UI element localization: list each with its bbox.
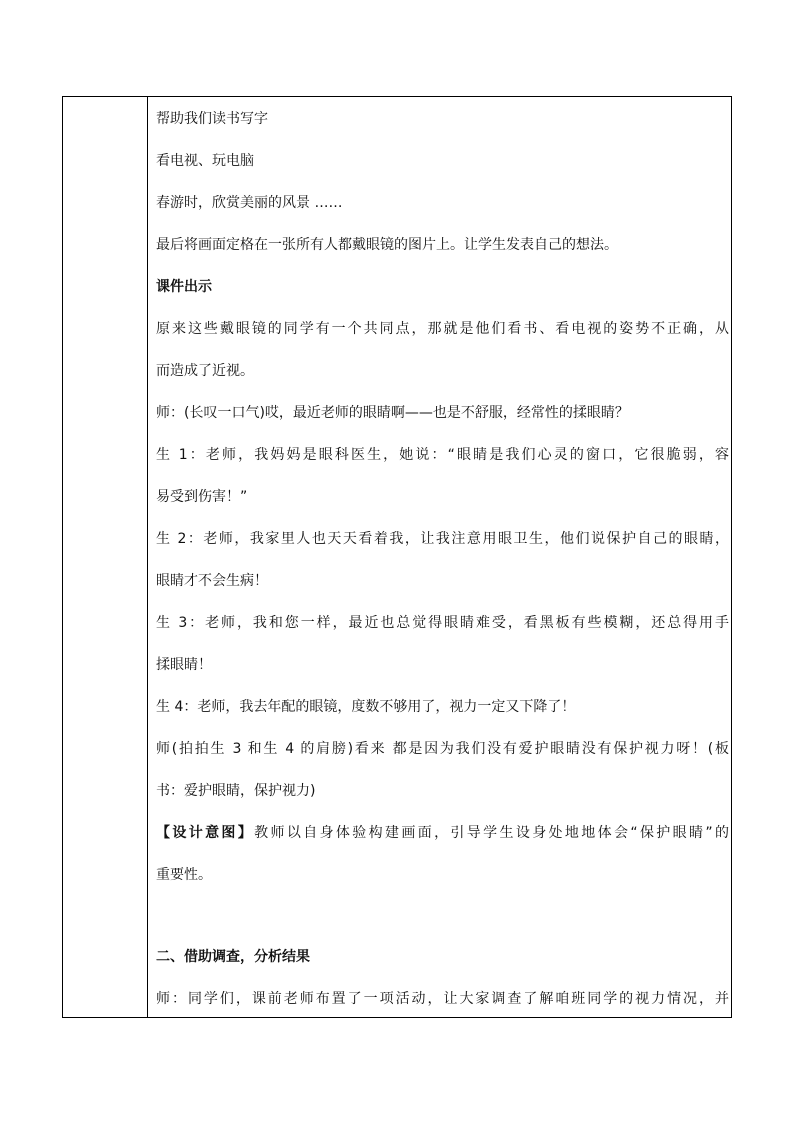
text-line: 生 1：老师，我妈妈是眼科医生，她说：“眼睛是我们心灵的窗口，它很脆弱，容 xyxy=(156,447,729,463)
design-intent-line xyxy=(156,823,729,843)
text-line: 重要性。 xyxy=(156,867,212,883)
text-line: 帮助我们读书写字 xyxy=(156,111,268,127)
text-line: 师(拍拍生 3 和生 4 的肩膀)看来 都是因为我们没有爱护眼睛没有保护视力呀！(板 xyxy=(156,741,729,757)
text-line: 春游时，欣赏美丽的风景 …… xyxy=(156,195,343,211)
section-heading: 二、借助调查，分析结果 xyxy=(156,949,310,965)
text-line: 易受到伤害！” xyxy=(156,489,248,505)
text-line: 师：(长叹一口气)哎，最近老师的眼睛啊——也是不舒服，经常性的揉眼睛？ xyxy=(156,405,629,421)
text-line: 生 4：老师，我去年配的眼镜，度数不够用了，视力一定又下降了！ xyxy=(156,699,576,715)
text-line: 师：同学们，课前老师布置了一项活动，让大家调查了解咱班同学的视力情况，并 xyxy=(156,991,729,1007)
column-divider xyxy=(147,97,148,1017)
text-line: 而造成了近视。 xyxy=(156,363,254,379)
text-line: 生 3：老师，我和您一样，最近也总觉得眼睛难受，看黑板有些模糊，还总得用手 xyxy=(156,615,729,631)
section-heading: 课件出示 xyxy=(156,279,212,295)
text-line: 看电视、玩电脑 xyxy=(156,153,254,169)
text-line: 眼睛才不会生病！ xyxy=(156,573,268,589)
design-intent-label: 【设计意图】 xyxy=(156,825,255,841)
text-line: 书：爱护眼睛，保护视力) xyxy=(156,783,316,799)
text-line: 最后将画面定格在一张所有人都戴眼镜的图片上。让学生发表自己的想法。 xyxy=(156,237,618,253)
lesson-table xyxy=(62,96,732,1018)
text-line: 揉眼睛！ xyxy=(156,657,212,673)
text-line: 生 2：老师，我家里人也天天看着我，让我注意用眼卫生，他们说保护自己的眼睛， xyxy=(156,531,729,547)
text-line: 原来这些戴眼镜的同学有一个共同点，那就是他们看书、看电视的姿势不正确，从 xyxy=(156,321,729,337)
design-intent-text: 教师以自身体验构建画面，引导学生设身处地地体会“保护眼睛”的 xyxy=(254,825,729,841)
